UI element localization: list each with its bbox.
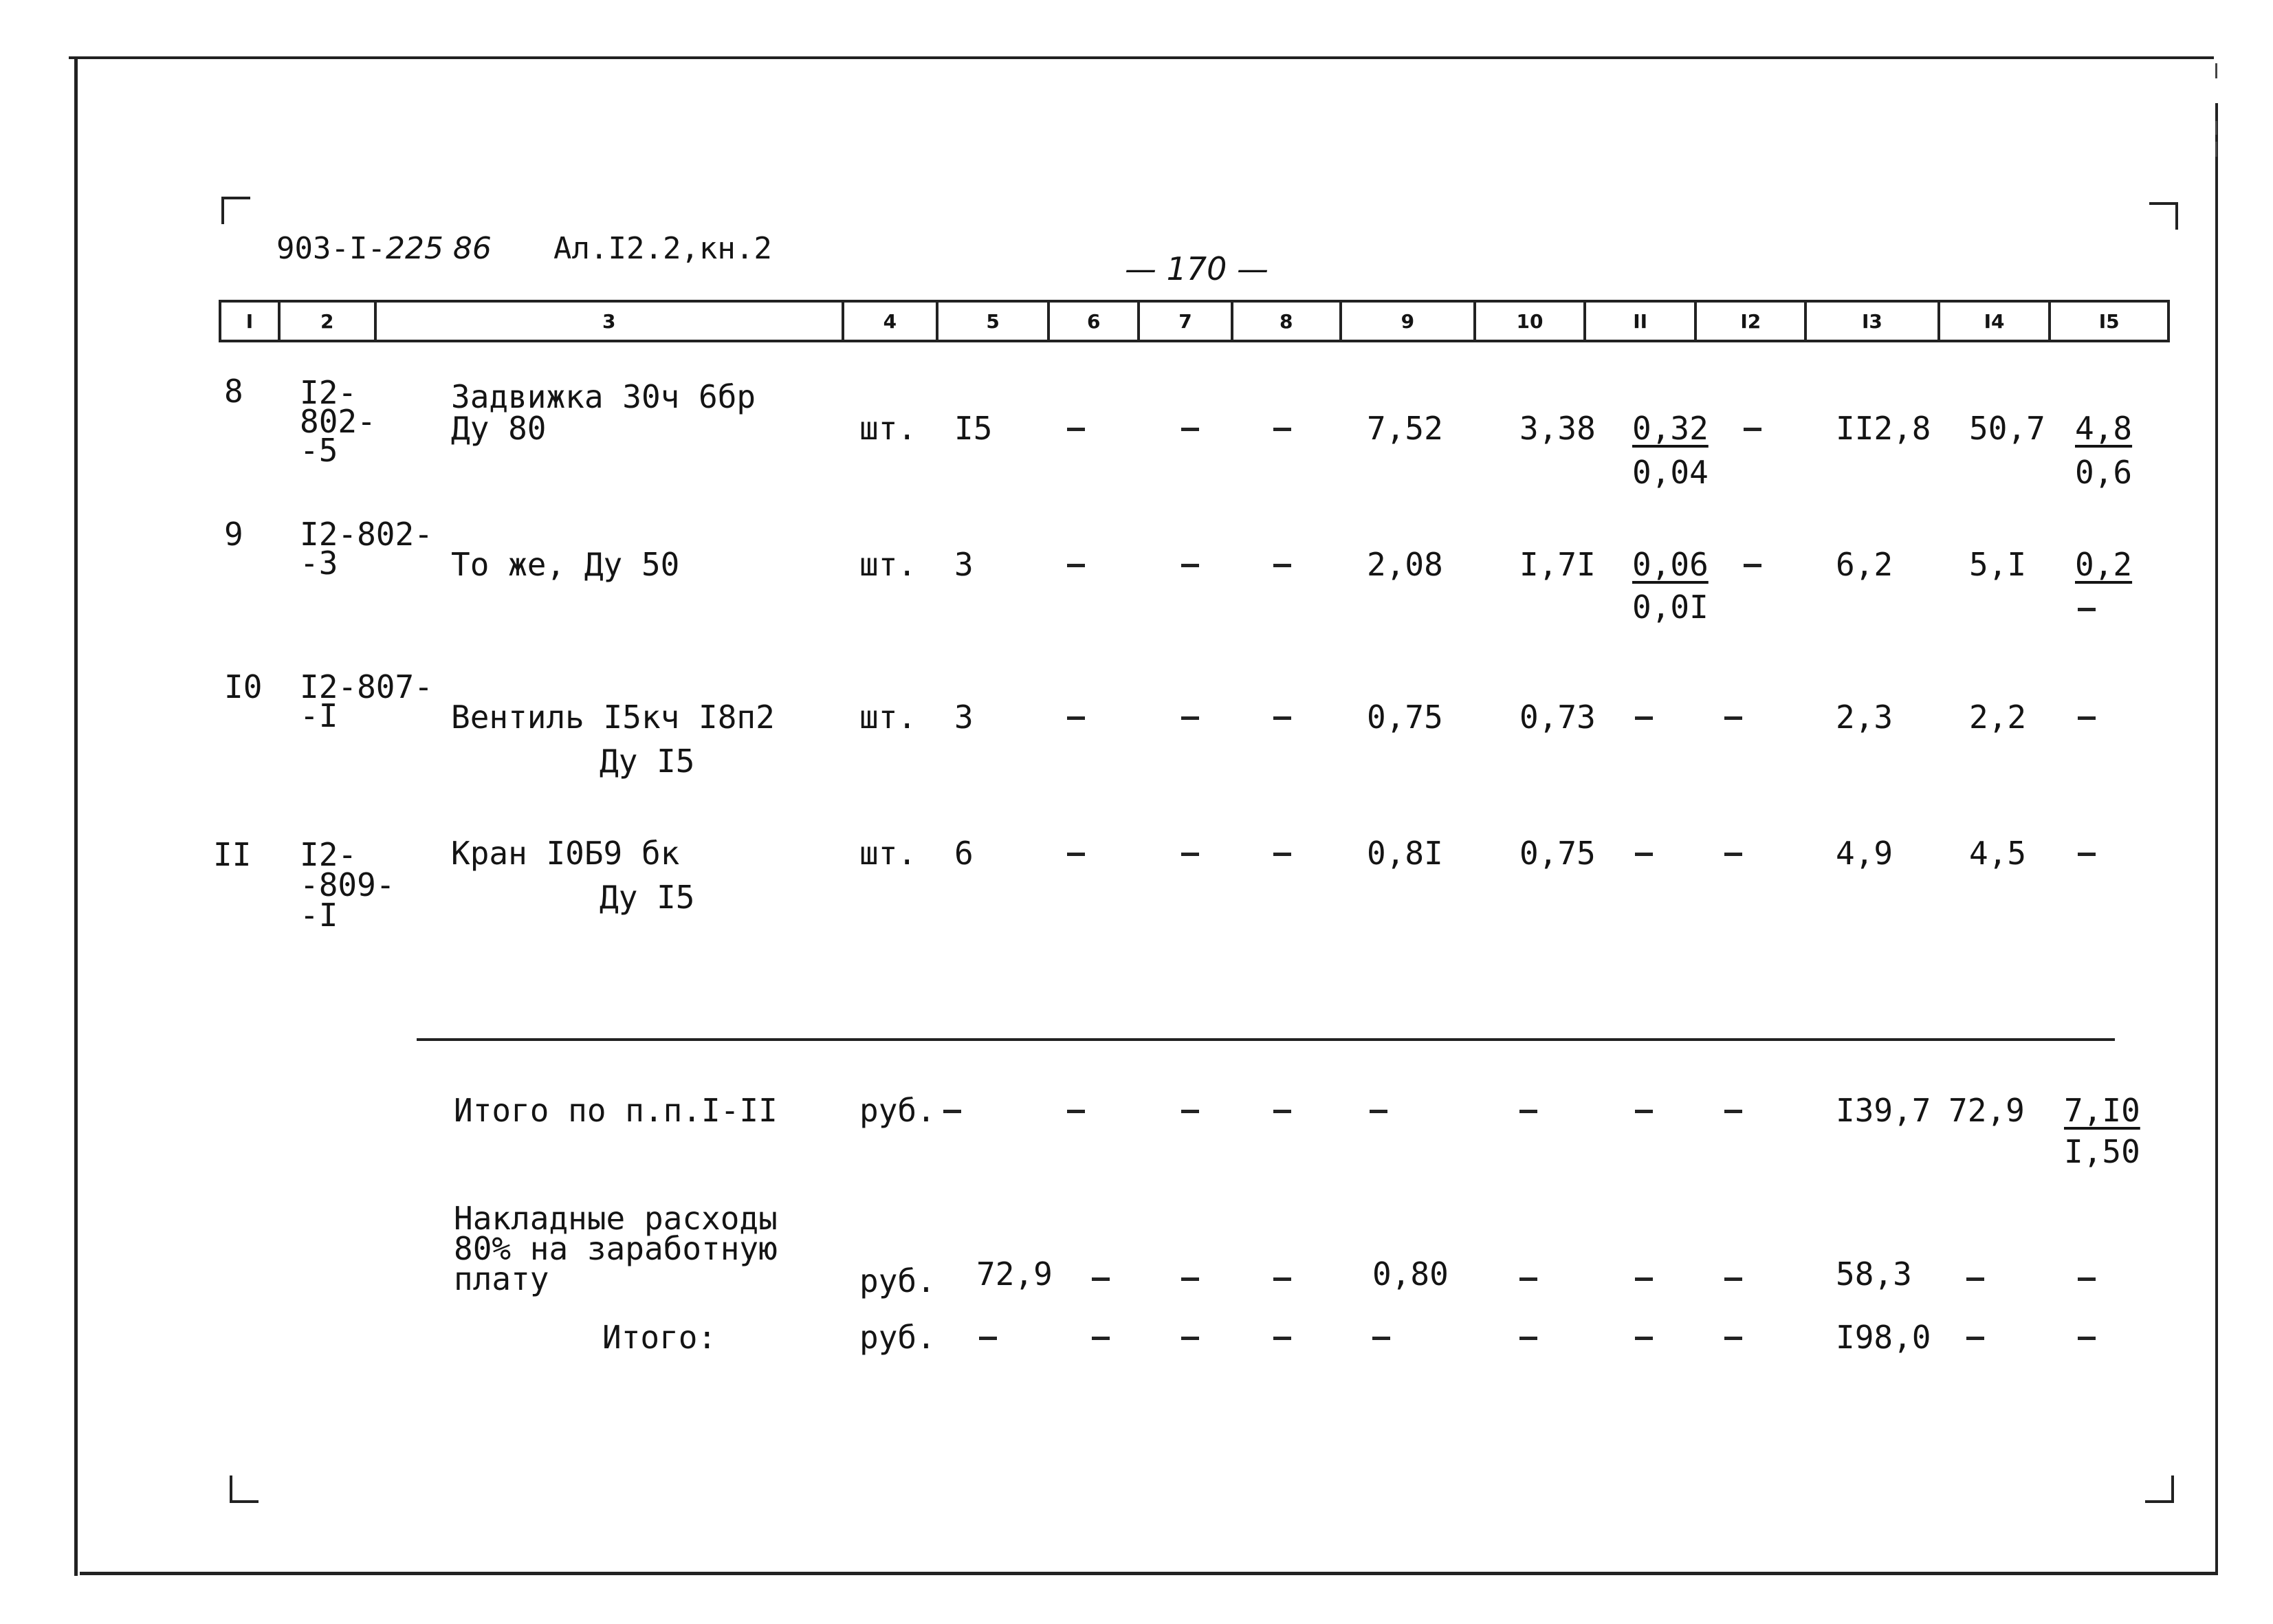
dash — [1273, 1277, 1291, 1281]
column-header-4: 4 — [844, 303, 938, 340]
dash — [1273, 1110, 1291, 1113]
column-header-5: 5 — [938, 303, 1051, 340]
dash — [1744, 428, 1761, 431]
column-header-1: I — [221, 303, 281, 340]
dash — [1181, 428, 1199, 431]
dash — [1181, 1337, 1199, 1340]
column-header-8: 8 — [1233, 303, 1342, 340]
corner-mark-bottom-right — [2145, 1475, 2174, 1503]
value-col11-bottom: 0,0I — [1632, 589, 1709, 626]
rate-code-line: I2- — [300, 374, 358, 411]
unit: руб. — [859, 1319, 936, 1356]
rate-code-line: 802- — [300, 403, 376, 440]
value-col5: 72,9 — [976, 1255, 1053, 1293]
row-number: II — [213, 836, 252, 873]
item-name-line: Ду I5 — [600, 743, 695, 780]
column-header-11: II — [1586, 303, 1698, 340]
subtotal-label: Итого по п.п.I-II — [454, 1092, 778, 1129]
value-col14: 72,9 — [1948, 1092, 2025, 1129]
dash — [2078, 853, 2096, 856]
dash — [1273, 716, 1291, 720]
frame-border-bottom — [80, 1572, 2218, 1575]
column-header-7: 7 — [1140, 303, 1233, 340]
value-col15-top: 7,I0 — [2064, 1092, 2140, 1129]
column-header-15: I5 — [2098, 309, 2120, 333]
unit: шт. — [859, 546, 917, 583]
dash — [2078, 608, 2096, 611]
totals-separator-line — [417, 1038, 2115, 1041]
dash — [1067, 853, 1085, 856]
dash — [1635, 716, 1653, 720]
column-header-2: 2 — [281, 303, 377, 340]
rate-code-line: -I — [300, 897, 338, 934]
quantity: I5 — [954, 410, 993, 447]
dash — [1724, 716, 1742, 720]
frame-border-right — [2215, 103, 2218, 1574]
dash — [1966, 1337, 1984, 1340]
value-col13: I39,7 — [1836, 1092, 1931, 1129]
dash — [1635, 853, 1653, 856]
dash — [1181, 564, 1199, 567]
dash — [1724, 1110, 1742, 1113]
corner-mark-top-left — [221, 197, 250, 224]
column-header-3: 3 — [377, 303, 845, 340]
frame-border-top — [69, 56, 2214, 59]
frame-border-right-fragment — [2215, 63, 2217, 78]
corner-mark-bottom-left — [230, 1475, 259, 1503]
rate-code-line: I2- — [300, 836, 358, 873]
dash — [1181, 716, 1199, 720]
dash — [1744, 564, 1761, 567]
document-code — [276, 231, 492, 266]
value-col9: 0,80 — [1372, 1255, 1449, 1293]
dash — [1092, 1337, 1110, 1340]
overhead-label-line: 80% на заработную — [454, 1230, 778, 1267]
dash — [2078, 716, 2096, 720]
value-col13: 6,2 — [1836, 546, 1893, 583]
overhead-label-line: плату — [454, 1260, 549, 1297]
value-col14: 2,2 — [1969, 699, 2027, 736]
row-number: I0 — [224, 668, 263, 705]
rate-code-line: -3 — [300, 545, 338, 582]
dash — [1724, 853, 1742, 856]
frame-border-right-fragment — [2215, 142, 2217, 157]
value-col13: 2,3 — [1836, 699, 1893, 736]
total-label: Итого: — [602, 1319, 717, 1356]
unit: руб. — [859, 1262, 936, 1299]
quantity: 6 — [954, 835, 974, 872]
dash — [1370, 1110, 1387, 1113]
quantity: 3 — [954, 699, 974, 736]
unit: шт. — [859, 835, 917, 872]
dash — [943, 1110, 961, 1113]
page-number: — 170 — — [1125, 250, 1269, 287]
value-col15-top: 0,2 — [2075, 546, 2133, 583]
value-col9: 0,75 — [1367, 699, 1443, 736]
dash — [1519, 1337, 1537, 1340]
dash — [1966, 1277, 1984, 1281]
dash — [2078, 1277, 2096, 1281]
rate-code-line: -809- — [300, 866, 395, 903]
dash — [1372, 1337, 1390, 1340]
item-name-line: Ду 80 — [451, 410, 547, 447]
quantity: 3 — [954, 546, 974, 583]
value-col15-bottom: 0,6 — [2075, 454, 2133, 491]
rate-code-line: -5 — [300, 432, 338, 469]
row-number: 8 — [224, 373, 243, 410]
column-number-header — [219, 300, 2170, 342]
dash — [1273, 853, 1291, 856]
value-col9: 7,52 — [1367, 410, 1443, 447]
dash — [1273, 428, 1291, 431]
column-header-13: I3 — [1807, 303, 1940, 340]
value-col9: 0,8I — [1367, 835, 1443, 872]
dash — [1181, 1277, 1199, 1281]
dash — [1724, 1277, 1742, 1281]
item-name-line: Задвижка 30ч 6бр — [451, 378, 756, 415]
dash — [2078, 1337, 2096, 1340]
column-header-10: 10 — [1476, 303, 1586, 340]
row-number: 9 — [224, 516, 243, 553]
value-col10: 3,38 — [1519, 410, 1596, 447]
document-code-printed: 903-I- — [276, 231, 386, 266]
value-col13: 4,9 — [1836, 835, 1893, 872]
column-header-14: I4 — [1940, 303, 2052, 340]
dash — [1067, 716, 1085, 720]
value-col10: 0,75 — [1519, 835, 1596, 872]
album-reference: Ал.I2.2,кн.2 — [553, 231, 772, 266]
dash — [1273, 564, 1291, 567]
rate-code-line: -I — [300, 697, 338, 734]
dash — [1067, 1110, 1085, 1113]
dash — [1067, 428, 1085, 431]
dash — [1067, 564, 1085, 567]
frame-border-left — [74, 56, 78, 1576]
unit: шт. — [859, 410, 917, 447]
value-col15-bottom: I,50 — [2064, 1133, 2140, 1170]
dash — [1635, 1337, 1653, 1340]
value-col9: 2,08 — [1367, 546, 1443, 583]
dash — [1519, 1277, 1537, 1281]
dash — [979, 1337, 997, 1340]
dash — [1181, 1110, 1199, 1113]
column-header-9: 9 — [1342, 303, 1477, 340]
document-code-handwritten: 225 86 — [385, 231, 492, 266]
column-header-12: I2 — [1697, 303, 1807, 340]
item-name-line: То же, Ду 50 — [451, 546, 680, 583]
unit: руб. — [859, 1092, 936, 1129]
value-col14: 4,5 — [1969, 835, 2027, 872]
dash — [1181, 853, 1199, 856]
value-col13: I98,0 — [1836, 1319, 1931, 1356]
item-name-line: Кран I0Б9 бк — [451, 835, 680, 872]
unit: шт. — [859, 699, 917, 736]
value-col10: 0,73 — [1519, 699, 1596, 736]
dash — [1273, 1337, 1291, 1340]
overhead-label-line: Накладные расходы — [454, 1200, 778, 1237]
item-name-line: Ду I5 — [600, 879, 695, 916]
value-col15-top: 4,8 — [2075, 410, 2133, 447]
value-col11-bottom: 0,04 — [1632, 454, 1709, 491]
item-name-line: Вентиль I5кч I8п2 — [451, 699, 775, 736]
rate-code-line: I2-807- — [300, 668, 433, 705]
dash — [1724, 1337, 1742, 1340]
value-col14: 5,I — [1969, 546, 2027, 583]
dash — [1635, 1277, 1653, 1281]
dash — [1635, 1110, 1653, 1113]
dash — [1519, 1110, 1537, 1113]
value-col14: 50,7 — [1969, 410, 2045, 447]
dash — [1092, 1277, 1110, 1281]
value-col13: II2,8 — [1836, 410, 1931, 447]
value-col10: I,7I — [1519, 546, 1596, 583]
rate-code-line: I2-802- — [300, 516, 433, 553]
value-col11-top: 0,32 — [1632, 410, 1709, 447]
column-header-6: 6 — [1050, 303, 1140, 340]
corner-mark-top-right — [2149, 202, 2178, 230]
value-col11-top: 0,06 — [1632, 546, 1709, 583]
frame-border-right-fragment — [2215, 121, 2217, 135]
value-col13: 58,3 — [1836, 1255, 1912, 1293]
